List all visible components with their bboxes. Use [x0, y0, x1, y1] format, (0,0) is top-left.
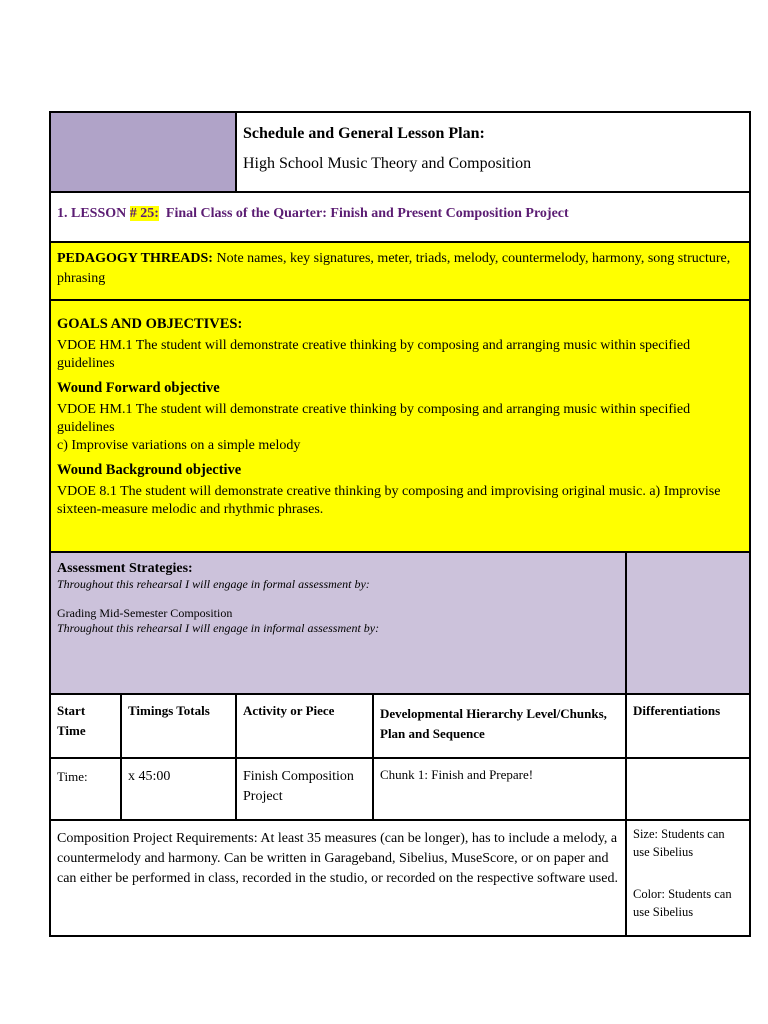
goals-objectives [51, 301, 749, 551]
forward-objective-heading: Wound Forward objective [57, 380, 220, 396]
background-objective-text: VDOE 8.1 The student will demonstrate creative thinking by composing and improvising original music. a) Improvise sixteen-measure melodic and rhythmic phrases. [57, 484, 721, 517]
cell-chunk: Chunk 1: Finish and Prepare! [374, 759, 627, 819]
cell-differentiation [627, 759, 749, 819]
header-color-block [51, 113, 237, 191]
lesson-plan-document [49, 111, 751, 937]
color-differentiation: Color: Students can use Sibelius [633, 887, 732, 919]
assessment-row [49, 551, 751, 693]
goals-heading: GOALS AND OBJECTIVES: [57, 316, 243, 332]
lesson-number: # 25: [129, 206, 159, 221]
formal-assessment: Throughout this rehearsal I will engage in formal assessment by: [57, 577, 370, 591]
assessment-heading: Assessment Strategies: [57, 561, 193, 576]
col-hierarchy: Developmental Hierarchy Level/Chunks, Plan and Sequence [374, 695, 627, 757]
table-header-row [49, 693, 751, 757]
page-subtitle: High School Music Theory and Composition [243, 155, 532, 172]
forward-objective-sub: c) Improvise variations on a simple melody [57, 438, 301, 453]
lesson-title [51, 193, 749, 241]
forward-objective-text: VDOE HM.1 The student will demonstrate creative thinking by composing and arranging music within specified guidelines [57, 402, 691, 435]
goals-main: VDOE HM.1 The student will demonstrate creative thinking by composing and arranging music within specified guidelines [57, 338, 691, 371]
goals-row [49, 299, 751, 551]
composition-requirements: Composition Project Requirements: At least 35 measures (can be longer), has to include a melody, a countermelody and harmony. Can be written in Garageband, Sibelius, MuseScore, or on paper and can either be performed in class, recorded in the studio, or recorded on the respective software used. [51, 821, 627, 935]
table-row [49, 757, 751, 819]
header-row [49, 111, 751, 191]
assessment-side-cell [627, 553, 749, 693]
col-start-time: Start Time [51, 695, 122, 757]
lesson-name: Final Class of the Quarter: Finish and Present Composition Project [158, 206, 569, 221]
col-differentiations: Differentiations [633, 703, 721, 718]
background-objective-heading: Wound Background objective [57, 462, 242, 478]
header-title-cell [237, 113, 749, 191]
differentiation-notes [627, 821, 749, 935]
cell-timing: x 45:00 [122, 759, 237, 819]
lesson-prefix: 1. LESSON [57, 206, 130, 221]
cell-time: Time: [51, 759, 122, 819]
pedagogy-threads [51, 243, 749, 299]
assessment-item: Grading Mid-Semester Composition [57, 606, 233, 620]
pedagogy-text: Note names, key signatures, meter, triads, melody, countermelody, harmony, song structure, phrasing [57, 251, 731, 286]
pedagogy-row [49, 241, 751, 299]
requirements-row [49, 819, 751, 937]
assessment-strategies [51, 553, 627, 693]
size-differentiation: Size: Students can use Sibelius [633, 827, 725, 859]
cell-activity: Finish Composition Project [237, 759, 374, 819]
page-title: Schedule and General Lesson Plan: [243, 125, 485, 142]
informal-assessment: Throughout this rehearsal I will engage in informal assessment by: [57, 621, 380, 635]
lesson-row [49, 191, 751, 241]
col-activity: Activity or Piece [237, 695, 374, 757]
pedagogy-label: PEDAGOGY THREADS: [57, 251, 213, 266]
col-timings: Timings Totals [122, 695, 237, 757]
